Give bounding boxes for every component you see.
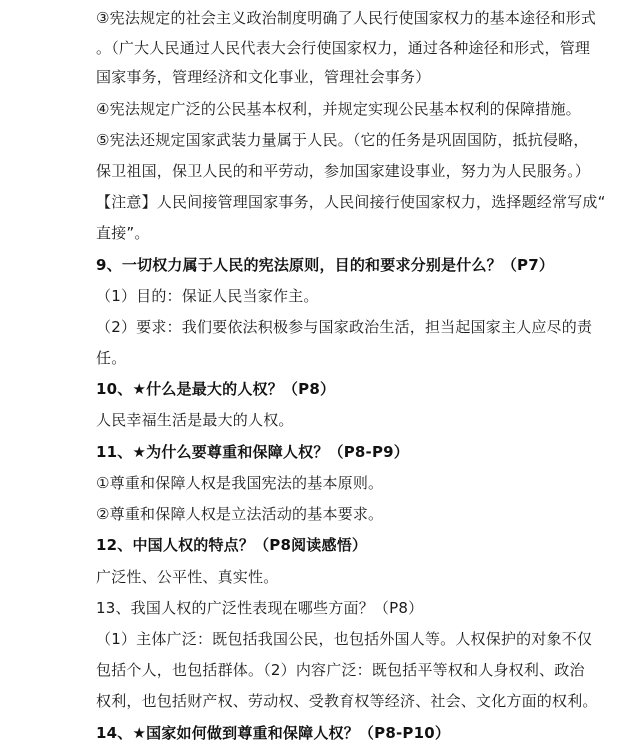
text-line-10: （1）目的：保证人民当家作主。 [96,287,319,305]
question-12-heading: 12、中国人权的特点？（P8阅读感悟） [96,536,368,554]
text-line-21: （1）主体广泛：既包括我国公民，也包括外国人等。人权保护的对象不仅 [96,630,593,648]
text-line-7: 【注意】人民间接管理国家事务，人民间接行使国家权力，选择题经常写成“ [96,193,606,211]
question-13-heading: 13、我国人权的广泛性表现在哪些方面？（P8） [96,599,424,617]
question-14-heading: 14、★国家如何做到尊重和保障人权？（P8-P10） [96,724,451,742]
text-line-5: ⑤宪法还规定国家武装力量属于人民。（它的任务是巩固国防，抵抗侵略， [96,131,589,149]
text-line-22: 包括个人，也包括群体。（2）内容广泛：既包括平等权和人身权利、政治 [96,661,585,679]
text-line-2: 。（广大人民通过人民代表大会行使国家权力，通过各种途径和形式，管理 [96,39,591,57]
text-line-14: 人民幸福生活是最大的人权。 [96,411,294,429]
text-line-6: 保卫祖国，保卫人民的和平劳动，参加国家建设事业，努力为人民服务。） [96,162,591,180]
text-line-12: 任。 [96,349,127,367]
text-line-23: 权利，也包括财产权、劳动权、受教育权等经济、社会、文化方面的权利。 [96,692,598,710]
text-line-19: 广泛性、公平性、真实性。 [96,568,279,586]
text-line-11: （2）要求：我们要依法积极参与国家政治生活，担当起国家主人应尽的责 [96,318,593,336]
text-line-17: ②尊重和保障人权是立法活动的基本要求。 [96,505,384,523]
question-9-heading: 9、一切权力属于人民的宪法原则，目的和要求分别是什么？（P7） [96,256,555,274]
text-line-3: 国家事务，管理经济和文化事业，管理社会事务） [96,68,431,86]
text-line-8: 直接”。 [96,224,150,242]
text-line-1: ③宪法规定的社会主义政治制度明确了人民行使国家权力的基本途径和形式 [96,9,597,27]
question-10-heading: 10、★什么是最大的人权？（P8） [96,380,336,398]
question-11-heading: 11、★为什么要尊重和保障人权？（P8-P9） [96,443,410,461]
text-line-16: ①尊重和保障人权是我国宪法的基本原则。 [96,474,384,492]
text-line-4: ④宪法规定广泛的公民基本权利，并规定实现公民基本权利的保障措施。 [96,100,581,118]
